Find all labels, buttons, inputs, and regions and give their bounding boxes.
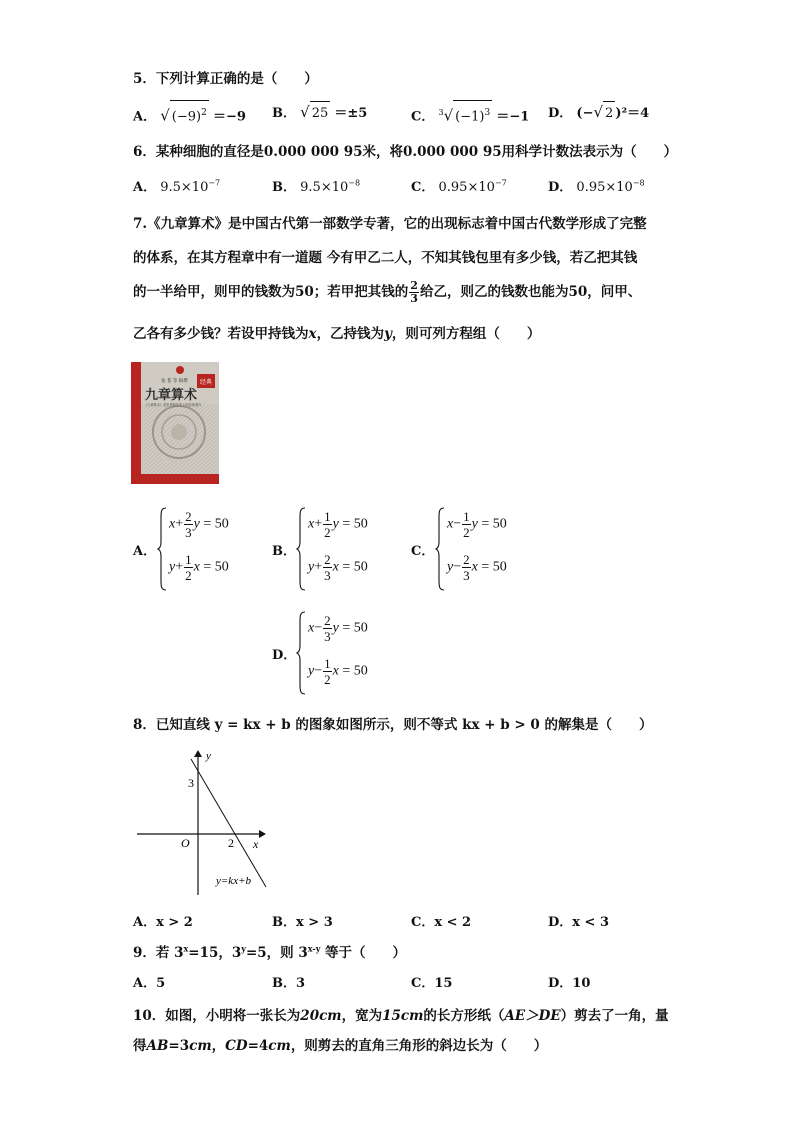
- option-label: A．: [133, 544, 157, 559]
- q9-option-d[interactable]: D．10: [548, 976, 591, 991]
- q7-line-3: 的一半给甲，则甲的钱数为50；若甲把其钱的 $\frac{2}{3}$ 给乙，则乙的钱数也能为50，问甲、: [133, 279, 642, 305]
- equation-system: [435, 506, 545, 592]
- q5-option-c[interactable]: C． $^3$√ $(-1)^3 =-1$: [411, 100, 529, 124]
- book-badge: 经典: [199, 379, 213, 386]
- book-cover-image: [131, 362, 219, 484]
- fraction: $\frac{1}{2}$: [324, 509, 331, 540]
- fraction: $\frac{1}{2}$: [463, 509, 470, 540]
- option-label: C．: [411, 544, 435, 559]
- equation-row: y+ $\frac{1}{2}$ x = 50: [169, 552, 229, 583]
- q7-option-a[interactable]: [133, 506, 263, 592]
- left-brace-icon: [296, 610, 306, 696]
- left-brace-icon: [435, 506, 445, 592]
- fraction: $\frac{1}{2}$: [324, 656, 331, 687]
- q10-line-2: 得AB=3cm，CD=4cm，则剪去的直角三角形的斜边长为（ ）: [133, 1038, 548, 1054]
- equation-row: x− $\frac{2}{3}$ y = 50: [308, 613, 368, 644]
- x-intercept-label: 2: [228, 836, 234, 850]
- q6-option-d[interactable]: D． $0.95\times 10^{-8}$: [548, 178, 645, 195]
- q10-line-1: 10．如图，小明将一张长为20cm，宽为15cm的长方形纸（AE＞DE）剪去了一角，量: [133, 1008, 669, 1024]
- x-axis-arrow: [259, 830, 266, 838]
- q8-option-b[interactable]: B．x > 3: [272, 915, 333, 930]
- equation-row: x+ $\frac{2}{3}$ y = 50: [169, 509, 229, 540]
- q7-line-1: 7.《九章算术》是中国古代第一部数学专著，它的出现标志着中国古代数学形成了完整: [133, 216, 647, 232]
- q6-stem: 6．某种细胞的直径是0.000 000 95米，将0.000 000 95用科学计数法表示为（ ）: [133, 144, 678, 160]
- q6-option-b[interactable]: B． $9.5\times 10^{-8}$: [272, 178, 361, 195]
- equation-system: [296, 506, 406, 592]
- q9-option-a[interactable]: A．5: [133, 976, 166, 991]
- y-axis-arrow: [194, 750, 202, 757]
- q9-option-c[interactable]: C．15: [411, 976, 453, 991]
- equation-row: y− $\frac{1}{2}$ x = 50: [308, 656, 368, 687]
- origin-label: O: [181, 836, 190, 850]
- book-top-text: 张 苍 等 辑撰: [161, 379, 188, 384]
- q8-graph: [135, 747, 275, 899]
- left-brace-icon: [296, 506, 306, 592]
- option-label: D．: [272, 648, 297, 663]
- q7-option-d[interactable]: [272, 610, 402, 696]
- q7-fraction: $\frac{2}{3}$: [410, 279, 418, 305]
- q7-option-b[interactable]: [272, 506, 402, 592]
- q8-option-c[interactable]: C．x < 2: [411, 915, 472, 930]
- q5-option-b[interactable]: B． √ 25 ＝±5: [272, 100, 367, 124]
- y-axis-label: y: [206, 750, 211, 762]
- q5-a-radicand: $(-9)^2$: [170, 100, 209, 129]
- q8-option-a[interactable]: A．x > 2: [133, 915, 193, 930]
- book-title: 九章算术: [145, 388, 198, 403]
- q9-stem: 9．若 $3^x=15$，$3^y=5$，则 3$^{x-y}$ 等于（ ）: [133, 943, 407, 961]
- x-axis-label: x: [253, 837, 259, 851]
- q6-option-c[interactable]: C． $0.95\times 10^{-7}$: [411, 178, 507, 195]
- function-line: [191, 759, 266, 887]
- line-equation-label: y=kx+b: [216, 875, 251, 887]
- q5-option-a[interactable]: A． √ $(-9)^2 =-9$: [133, 100, 246, 124]
- q5-option-d[interactable]: D． (−√ 2 )²＝4: [548, 100, 649, 124]
- q7-line-2: 的体系，在其方程章中有一道题 今有甲乙二人，不知其钱包里有多少钱，若乙把其钱: [133, 250, 638, 266]
- fraction: $\frac{1}{2}$: [185, 552, 192, 583]
- q5-stem: 5．下列计算正确的是（ ）: [133, 71, 318, 87]
- left-brace-icon: [157, 506, 167, 592]
- fraction: $\frac{2}{3}$: [463, 552, 470, 583]
- fraction: $\frac{2}{3}$: [324, 613, 331, 644]
- q8-option-d[interactable]: D．x < 3: [548, 915, 610, 930]
- equation-row: x+ $\frac{1}{2}$ y = 50: [308, 509, 368, 540]
- equation-row: y+ $\frac{2}{3}$ x = 50: [308, 552, 368, 583]
- q8-stem: 8．已知直线 y = kx + b 的图象如图所示，则不等式 kx + b > 0 的解集是（ ）: [133, 717, 653, 733]
- fraction: $\frac{2}{3}$: [185, 509, 192, 540]
- q9-option-b[interactable]: B．3: [272, 976, 306, 991]
- equation-system: [157, 506, 267, 592]
- equation-system: [296, 610, 406, 696]
- y-intercept-label: 3: [188, 776, 194, 790]
- q7-option-c[interactable]: [411, 506, 541, 592]
- q7-line-4: 乙各有多少钱？若设甲持钱为x，乙持钱为y，则可列方程组（ ）: [133, 326, 541, 342]
- book-subtitle: 《九章算术》是世界数学史上的经典著作: [144, 403, 202, 407]
- q6-option-a[interactable]: A． $9.5\times 10^{-7}$: [133, 178, 221, 195]
- equation-row: x− $\frac{1}{2}$ y = 50: [447, 509, 507, 540]
- option-label: B．: [272, 544, 296, 559]
- fraction: $\frac{2}{3}$: [324, 552, 331, 583]
- equation-row: y− $\frac{2}{3}$ x = 50: [447, 552, 507, 583]
